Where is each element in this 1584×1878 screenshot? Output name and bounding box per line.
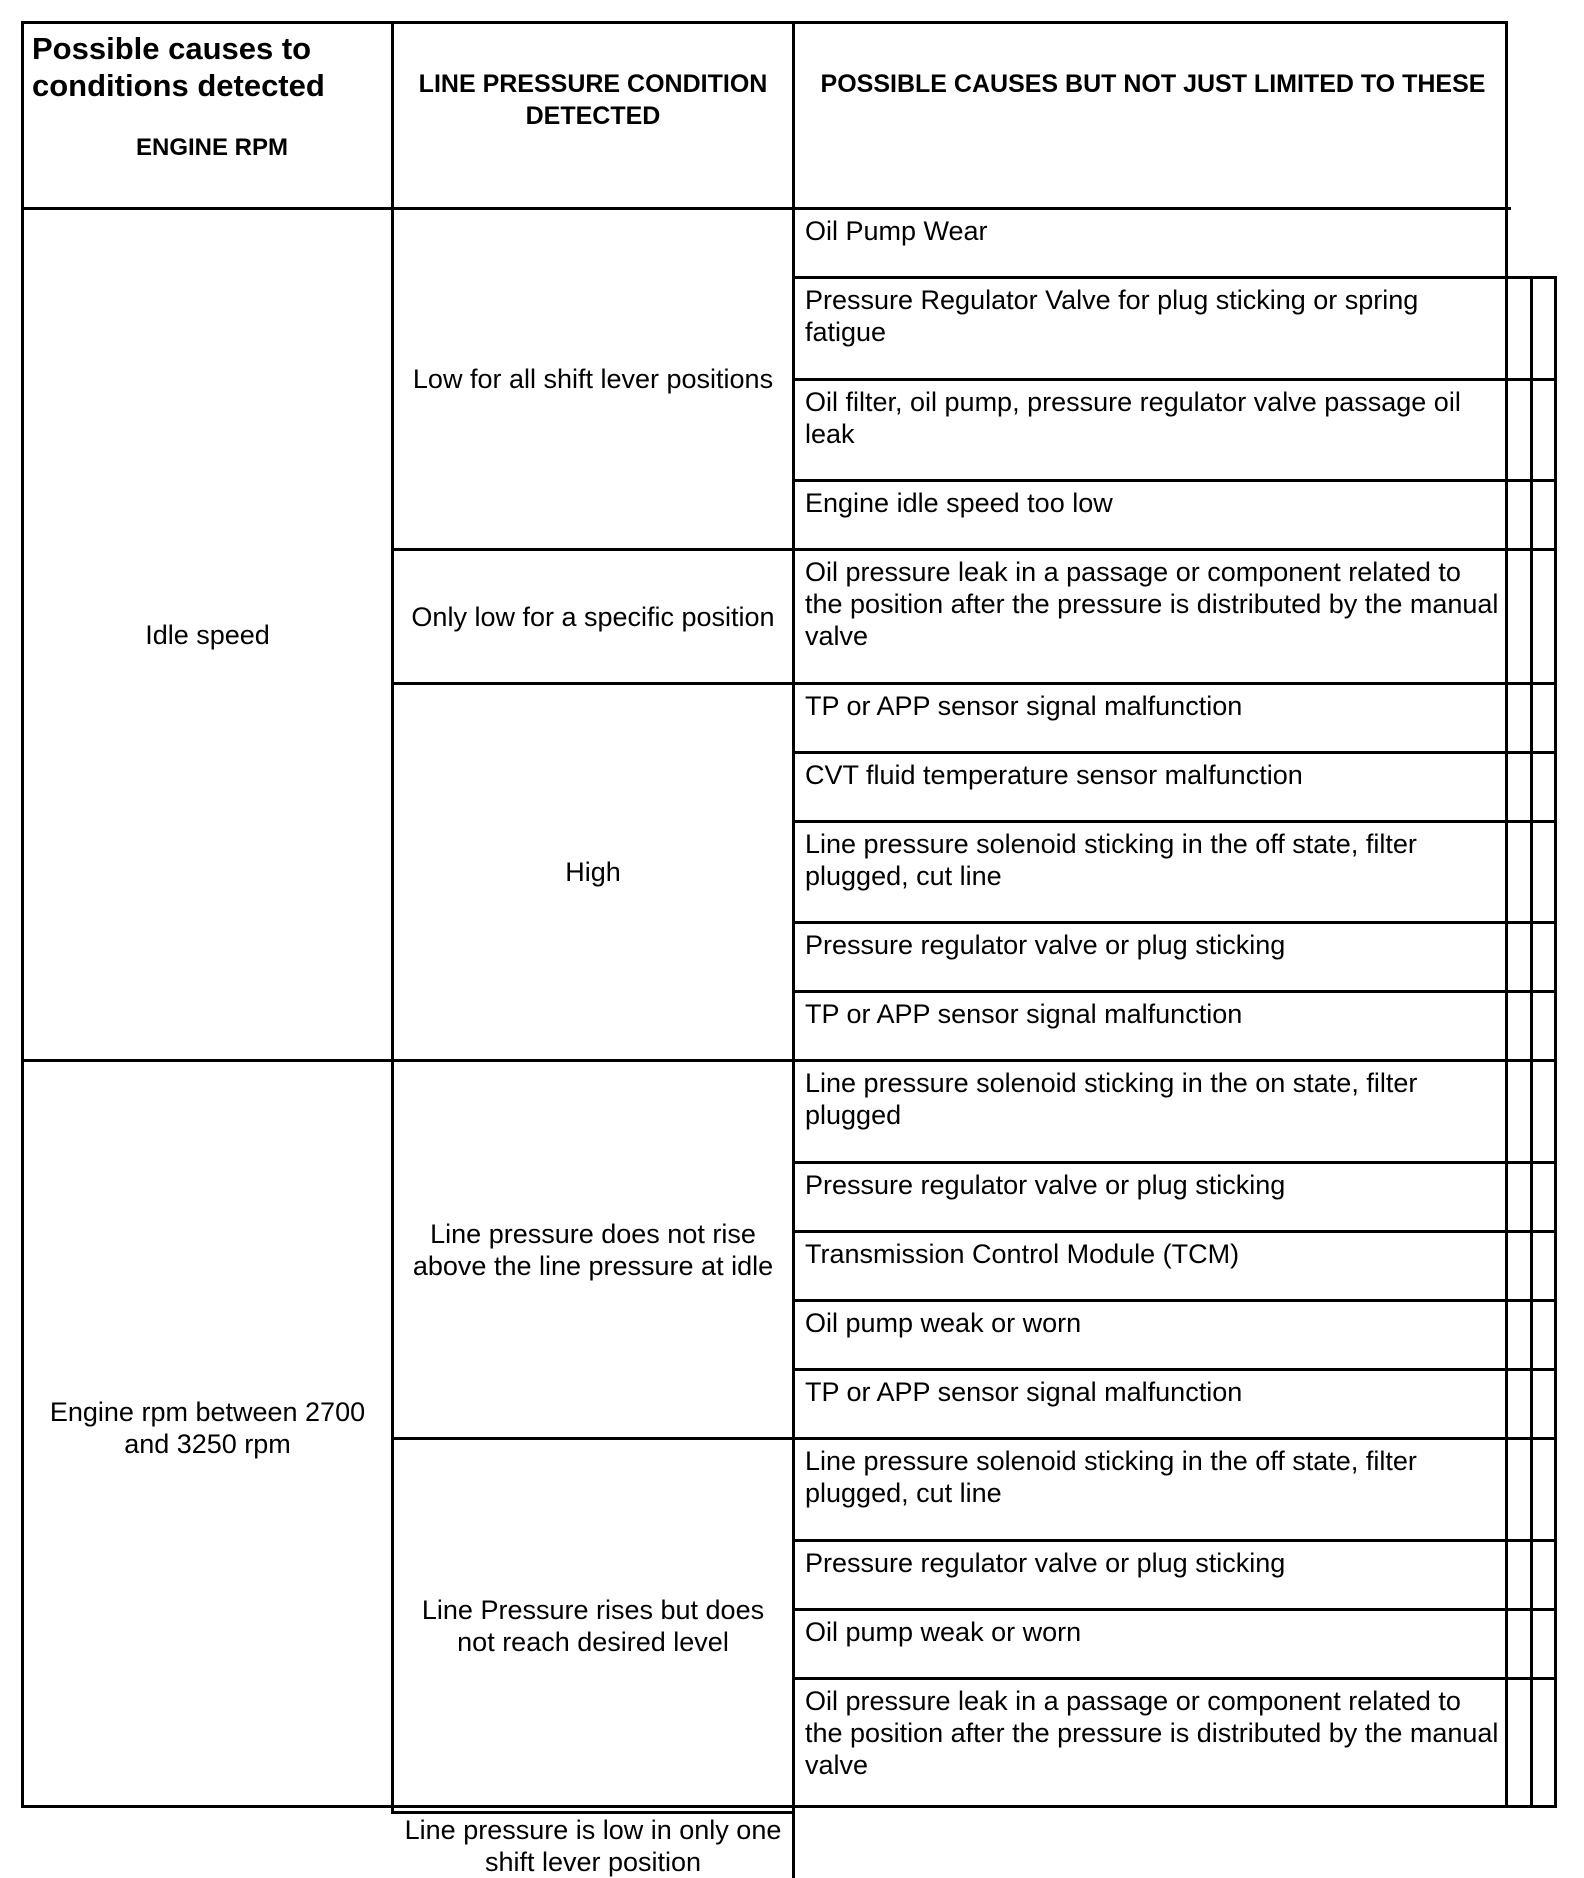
cause-cell: TP or APP sensor signal malfunction [795, 685, 1511, 754]
margin-rule [1505, 990, 1557, 993]
cause-cell: Pressure Regulator Valve for plug sticking or spring fatigue [795, 279, 1511, 381]
margin-rule [1505, 682, 1557, 685]
margin-rule [1505, 921, 1557, 924]
margin-rule [1530, 276, 1533, 1808]
margin-rule [1505, 820, 1557, 823]
margin-rule [1505, 1368, 1557, 1371]
cause-cell: Oil Pump Wear [795, 210, 1511, 279]
margin-rule [1505, 479, 1557, 482]
condition-cell: Low for all shift lever positions [394, 210, 795, 551]
margin-rule [1505, 1161, 1557, 1164]
cause-cell: CVT fluid temperature sensor malfunction [795, 754, 1511, 823]
header-col3-label: POSSIBLE CAUSES BUT NOT JUST LIMITED TO THESE [820, 70, 1486, 98]
cause-cell: Engine idle speed too low [795, 482, 1511, 551]
margin-rule [1505, 1805, 1557, 1808]
cause-cell: Pressure regulator valve or plug sticking [795, 1164, 1511, 1233]
rpm-cell-high-rpm: Engine rpm between 2700 and 3250 rpm [24, 1062, 394, 1814]
margin-rule [1505, 1299, 1557, 1302]
margin-rule [1505, 1608, 1557, 1611]
cause-cell: Transmission Control Module (TCM) [795, 1233, 1511, 1302]
header-possible-causes [795, 24, 1511, 210]
margin-rule [1505, 751, 1557, 754]
cause-cell: TP or APP sensor signal malfunction [795, 1371, 1511, 1440]
margin-rule [1554, 276, 1557, 1808]
margin-rule [1505, 1059, 1557, 1062]
cause-cell: Oil pressure leak in a passage or component related to the position after the pressure is distributed by the manual valve [805, 1686, 1499, 1780]
cause-cell: Pressure regulator valve or plug sticking [795, 1542, 1511, 1611]
margin-rule [1505, 276, 1557, 279]
margin-rule [1505, 1437, 1557, 1440]
margin-rule [1505, 1677, 1557, 1680]
cause-cell: Oil pump weak or worn [795, 1302, 1511, 1371]
cause-cell: Pressure regulator valve or plug sticking [795, 924, 1511, 993]
header-col2-label: LINE PRESSURE CONDITION DETECTED [418, 70, 768, 130]
header-col1-title: Possible causes to conditions detected [32, 31, 325, 104]
margin-rule [1505, 1539, 1557, 1542]
cause-cell: Line pressure solenoid sticking in the off state, filter plugged, cut line [795, 823, 1511, 924]
margin-rule [1505, 378, 1557, 381]
cause-cell: Oil filter, oil pump, pressure regulator valve passage oil leak [795, 381, 1511, 482]
cause-cell: Oil pump weak or worn [795, 1611, 1511, 1680]
margin-rule [1505, 548, 1557, 551]
rpm-cell-idle: Idle speed [24, 210, 394, 1062]
header-condition-detected [394, 24, 795, 210]
cause-cell: Line pressure solenoid sticking in the on state, filter plugged [795, 1062, 1511, 1164]
condition-cell: Line Pressure rises but does not reach desired level [394, 1440, 795, 1814]
header-col1-subtitle: ENGINE RPM [135, 134, 288, 162]
condition-cell: Line pressure does not rise above the line pressure at idle [394, 1062, 795, 1440]
cause-cell: TP or APP sensor signal malfunction [795, 993, 1511, 1062]
header-engine-rpm [24, 24, 394, 210]
condition-cell: Line pressure is low in only one shift lever position [394, 1814, 795, 1878]
condition-cell: Only low for a specific position [394, 551, 795, 685]
margin-rule [1505, 1230, 1557, 1233]
cause-cell: Oil pressure leak in a passage or component related to the position after the pressure is distributed by the manual valve [795, 551, 1511, 685]
diagnosis-table [21, 21, 1508, 1877]
condition-cell: High [394, 685, 795, 1062]
cause-cell: Line pressure solenoid sticking in the off state, filter plugged, cut line [795, 1440, 1511, 1542]
